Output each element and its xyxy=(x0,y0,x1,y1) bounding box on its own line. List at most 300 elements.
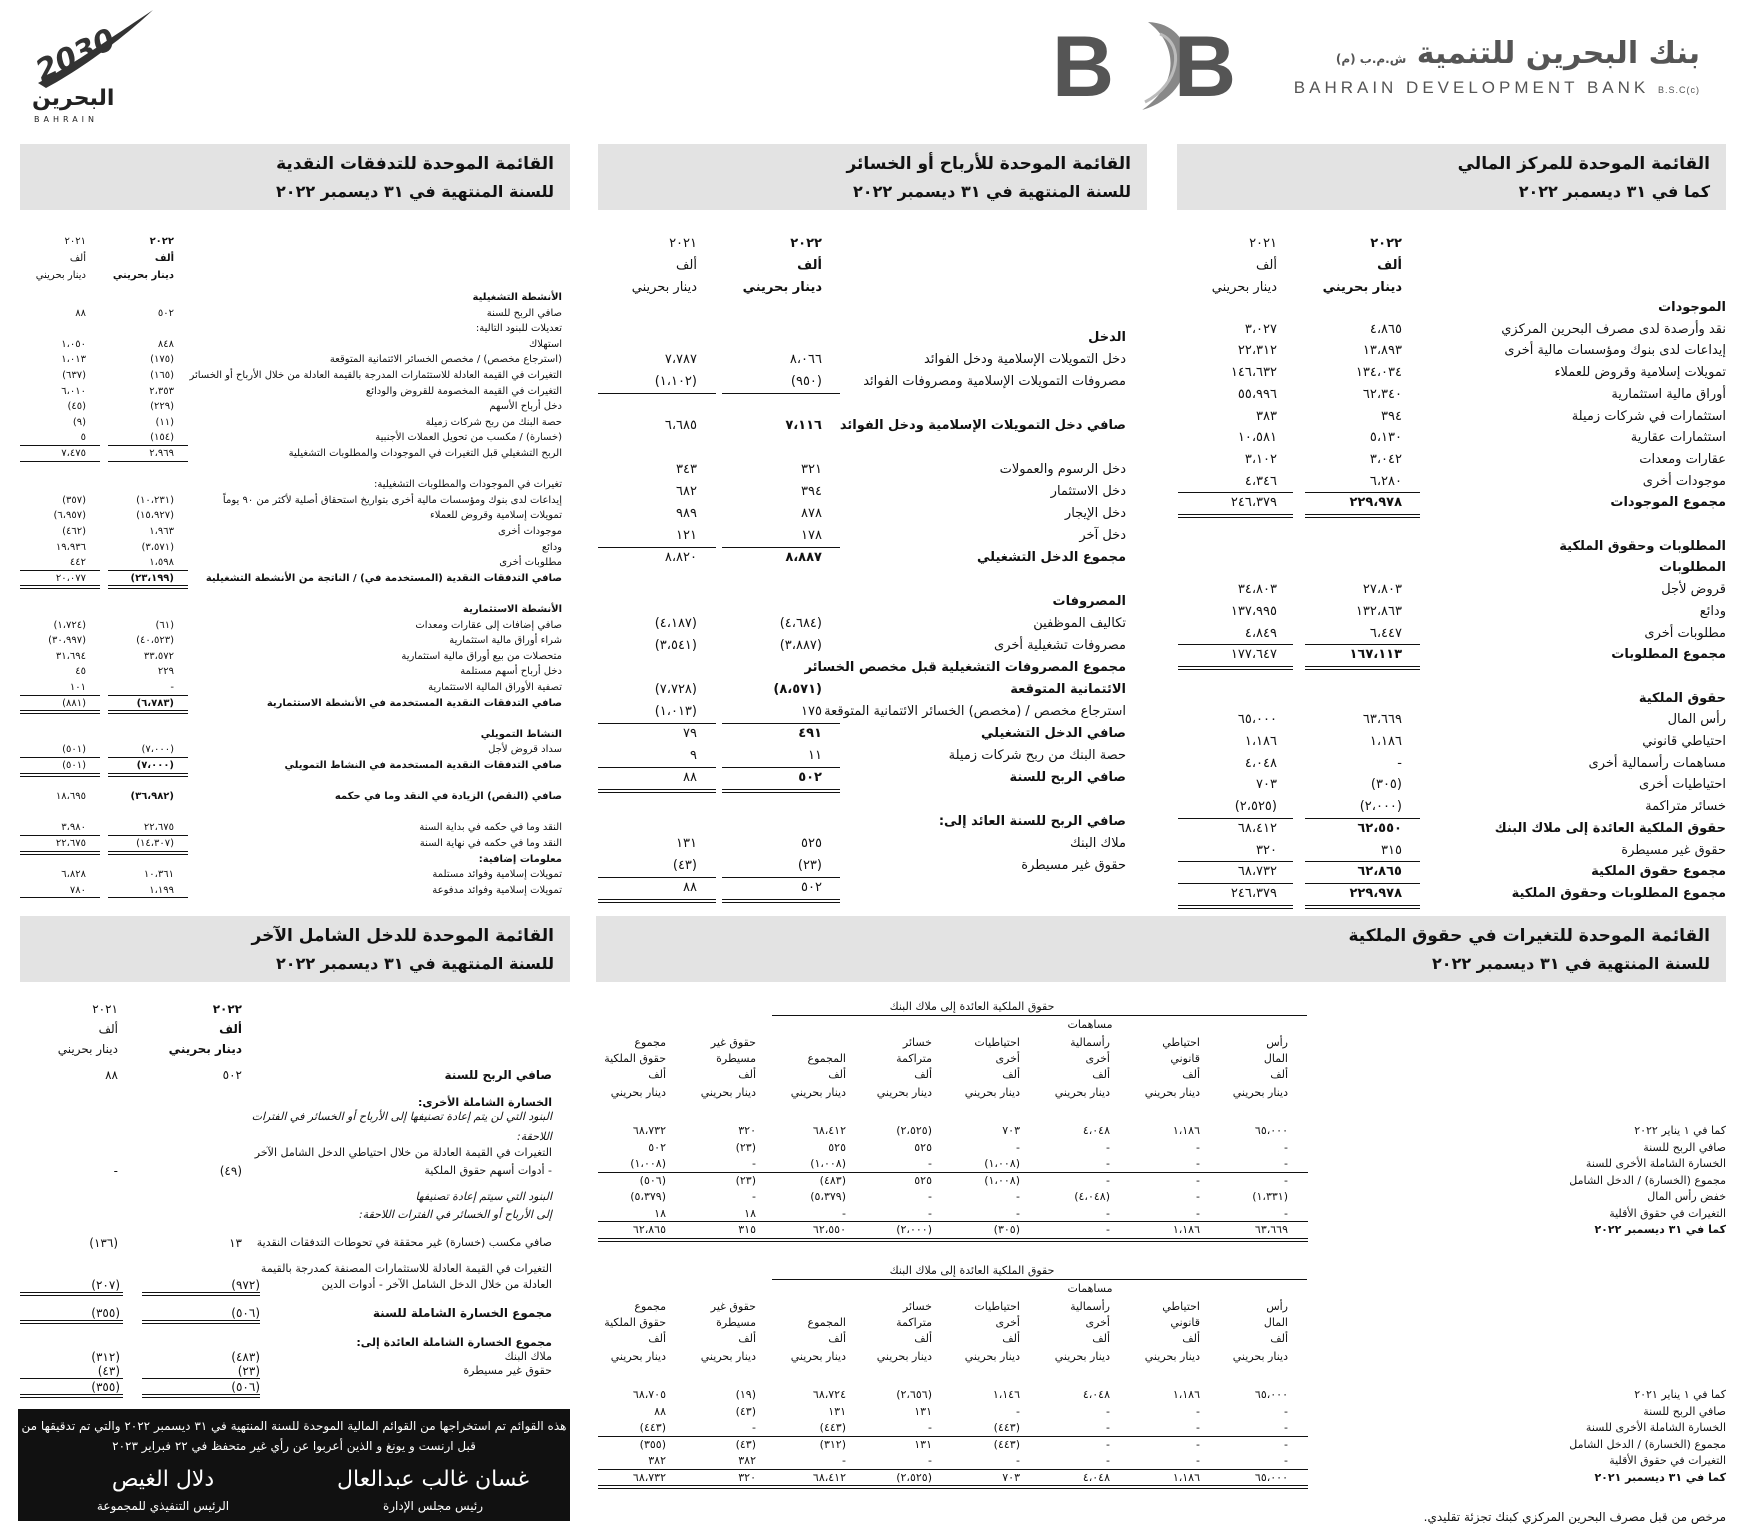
cf-row-label: تمويلات إسلامية وفوائد مستلمة xyxy=(432,869,562,881)
ce-cell: ١٨ xyxy=(654,1206,666,1220)
cf-rule xyxy=(108,897,188,898)
cf-row-value-2: (١،٧٢٤) xyxy=(53,619,86,631)
cf-row-value-1: (١٦٥) xyxy=(150,370,174,381)
ce-cell: (٤،٠٤٨) xyxy=(1074,1190,1110,1203)
svg-text:B: B xyxy=(1052,19,1115,114)
ce-group-label: حقوق الملكية العائدة إلى ملاك البنك xyxy=(889,1264,1055,1277)
pl-row-value-1: ٣٩٤ xyxy=(801,484,822,499)
ce-cell: (٢،٥٢٥) xyxy=(896,1124,932,1137)
pl-row-value-2: ٣٤٣ xyxy=(676,462,697,477)
fp-rule xyxy=(1305,492,1420,493)
cf-row-value-2: (٨٨١) xyxy=(62,697,86,709)
cf-row-value-2: ١،٠١٣ xyxy=(61,354,86,366)
ce-cell: - xyxy=(928,1421,932,1434)
ce-col-currency: دينار بحريني xyxy=(964,1350,1020,1363)
ce-col-currency: دينار بحريني xyxy=(790,1350,846,1363)
oci-fv-equity-label: التغيرات في القيمة العادلة من خلال احتياطي الدخل الشامل الآخر xyxy=(254,1146,552,1159)
ce-cell: ٦٥،٠٠٠ xyxy=(1254,1470,1288,1484)
ce-cell: - xyxy=(1196,1173,1200,1187)
pl-rule xyxy=(722,767,840,768)
fp-rule xyxy=(1178,883,1293,884)
ce-cell: - xyxy=(1016,1140,1020,1154)
oci-currency-1: دينار بحريني xyxy=(168,1042,242,1056)
cf-rule xyxy=(108,773,188,777)
cf-row-value-2: ١٩،٩٣٦ xyxy=(55,541,86,553)
fp-row-label: الموجودات xyxy=(1658,300,1726,315)
fp-row-label: نقد وأرصدة لدى مصرف البحرين المركزي xyxy=(1501,321,1726,337)
ce-row-label: كما في ٣١ ديسمبر ٢٠٢١ xyxy=(1594,1470,1726,1484)
ce-col-currency: دينار بحريني xyxy=(964,1086,1020,1099)
ce-col-h2: مسيطرة xyxy=(716,1316,756,1329)
cf-rule xyxy=(108,445,188,446)
ce-cell: (٢،٦٥٦) xyxy=(896,1388,932,1401)
fp-row-value-2: ١٠،٥٨١ xyxy=(1237,430,1277,446)
ce-col-h2: حقوق الملكية xyxy=(604,1052,666,1065)
cf-row-value-2: ٧٨٠ xyxy=(69,884,86,896)
cf-row-label: صافي التدفقات النقدية المستخدمة في الأنشطة الاستثمارية xyxy=(266,697,562,709)
cf-rule xyxy=(20,897,100,898)
fp-row-label: أوراق مالية استثمارية xyxy=(1611,386,1726,402)
ce-cell: - xyxy=(928,1190,932,1203)
fp-row-label: مجموع المطلوبات وحقوق الملكية xyxy=(1511,885,1726,901)
oci-hedge-label: صافي مكسب (خسارة) غير محققة في تحوطات التدفقات النقدية xyxy=(256,1236,552,1249)
oci-rule xyxy=(142,1378,260,1379)
ce-cell: - xyxy=(842,1454,846,1467)
cf-row-label: تمويلات إسلامية وقروض للعملاء xyxy=(430,510,562,522)
ce-cell: ٦٣،٦٦٩ xyxy=(1254,1223,1288,1236)
ce-cell: ١٨ xyxy=(744,1206,756,1220)
ce-cell: (٢،٥٢٥) xyxy=(896,1470,932,1484)
ce-col-unit: ألف xyxy=(1270,1068,1288,1081)
ce-cell: (٢٣) xyxy=(735,1140,756,1154)
fp-rule xyxy=(1305,666,1420,670)
ce-col-h2: متراكمة xyxy=(896,1052,932,1065)
fp-unit-2: ألف xyxy=(1255,258,1277,273)
ce-cell: (٣٠٥) xyxy=(993,1223,1020,1236)
fp-row-value-1: - xyxy=(1397,755,1402,771)
cf-unit-1: ألف xyxy=(154,253,174,264)
ce-col-h2: المال xyxy=(1263,1316,1288,1329)
cf-row-value-2: ٦،٨٢٨ xyxy=(61,869,86,881)
fp-row-label: حقوق الملكية xyxy=(1638,690,1726,706)
cf-row-value-2: ٨٨ xyxy=(75,307,86,319)
ce-cell: - xyxy=(1106,1223,1110,1236)
pl-row-value-2: ٦،٦٨٥ xyxy=(664,418,697,433)
vision-bahrain-en: BAHRAIN xyxy=(34,115,99,124)
ce-row-label: كما في ١ يناير ٢٠٢١ xyxy=(1634,1388,1726,1401)
fp-rule xyxy=(1305,644,1420,645)
pl-row-label: مجموع المصروفات التشغيلية قبل مخصص الخسائر xyxy=(804,660,1126,675)
cf-year-1: ٢٠٢٢ xyxy=(149,236,174,247)
cf-currency-1: دينار بحريني xyxy=(112,270,174,281)
cf-row-label: متحصلات من بيع أوراق مالية استثمارية xyxy=(401,650,562,662)
ce-col-h2: أخرى xyxy=(1085,1052,1110,1065)
pl-rule xyxy=(722,547,840,548)
ce-col-h2: أخرى xyxy=(995,1052,1020,1065)
cf-currency-2: دينار بحريني xyxy=(35,270,86,281)
cf-unit-2: ألف xyxy=(69,253,86,264)
cf-rule xyxy=(20,710,100,714)
oci-header xyxy=(20,916,570,982)
ce-cell: - xyxy=(1196,1404,1200,1418)
fp-rule xyxy=(1178,514,1293,518)
fp-row-value-2: ٢٤٦،٣٧٩ xyxy=(1230,495,1277,511)
fp-row-value-2: ١٧٧،٦٤٧ xyxy=(1230,647,1277,663)
cf-row-value-2: (٣٥٧) xyxy=(62,494,86,506)
pl-rule xyxy=(722,789,840,793)
fp-row-value-1: (٢،٠٠٠) xyxy=(1359,799,1402,815)
pl-row-label: دخل الإيجار xyxy=(1064,506,1126,521)
ce-col-unit: ألف xyxy=(1092,1068,1110,1081)
fp-row-value-2: ٦٥،٠٠٠ xyxy=(1237,712,1277,728)
ce-col-h1: رأس xyxy=(1266,1036,1288,1049)
ce-rule xyxy=(598,1221,1308,1222)
fp-row-value-2: ١،١٨٦ xyxy=(1244,734,1277,749)
cf-row-value-2: ٣،٩٨٠ xyxy=(61,822,86,834)
oci-rule xyxy=(20,1292,123,1296)
signatory-ceo-name: دلال الغيص xyxy=(111,1467,215,1492)
fp-rule xyxy=(1178,492,1293,493)
fp-year-2: ٢٠٢١ xyxy=(1249,236,1277,251)
fp-currency-1: دينار بحريني xyxy=(1322,280,1402,295)
ce-cell: - xyxy=(1284,1206,1288,1220)
cf-row-value-1: (٣٦،٩٨٢) xyxy=(130,791,174,803)
ce-row-label: كما في ١ يناير ٢٠٢٢ xyxy=(1634,1124,1726,1137)
fp-row-value-1: ٦،٢٨٠ xyxy=(1369,473,1402,489)
cf-rule xyxy=(20,570,100,571)
fp-row-value-1: ٢٢٩،٩٧٨ xyxy=(1349,885,1402,901)
pl-row-value-2: ١٣١ xyxy=(676,836,697,851)
ce-cell: - xyxy=(1196,1437,1200,1451)
ce-cell: - xyxy=(1016,1454,1020,1467)
fp-row-label: مجموع الموجودات xyxy=(1610,495,1726,511)
oci-debt-v2: (٢٠٧) xyxy=(91,1278,120,1292)
cf-row-label: تعديلات للبنود التالية: xyxy=(475,323,562,335)
oci-rule xyxy=(20,1394,123,1398)
approval-line-1: هذه القوائم تم استخراجها من القوائم المالية الموحدة للسنة المنتهية في ٣١ ديسمبر ٢٠٢٢ والتي تم تدقيقها من xyxy=(21,1419,567,1433)
fp-row-value-2: ٢٤٦،٣٧٩ xyxy=(1230,885,1277,901)
cf-row-value-1: ١،٥٩٨ xyxy=(149,557,174,569)
pl-row-value-1: ٥٢٥ xyxy=(801,836,822,851)
ce-cell: ٦٨،٧٣٢ xyxy=(632,1124,666,1137)
oci-debt-label: التغيرات في القيمة العادلة للاستثمارات المصنفة كمدرجة بالقيمة xyxy=(260,1262,552,1275)
pl-row-value-2: ٩ xyxy=(690,748,697,763)
cf-row-label: النشاط التمويلي xyxy=(480,728,562,740)
fp-row-value-2: ٤،٠٤٨ xyxy=(1244,755,1277,771)
ce-cell: - xyxy=(842,1206,846,1220)
oci-final-v2: (٣٥٥) xyxy=(91,1380,120,1394)
cf-row-label: (استرجاع مخصص) / مخصص الخسائر الائتمانية المتوقعة xyxy=(329,354,562,366)
oci-total-v2: (٣٥٥) xyxy=(91,1306,120,1320)
fp-row-value-1: ٦٢،٥٥٠ xyxy=(1357,820,1402,836)
ce-rule xyxy=(772,1015,1307,1016)
ce-col-unit: ألف xyxy=(648,1068,666,1081)
ce-cell: - xyxy=(752,1421,756,1434)
fp-rule xyxy=(1178,905,1293,909)
pl-rule xyxy=(722,877,840,878)
ce-cell: - xyxy=(1106,1437,1110,1451)
oci-net-profit-v1: ٥٠٢ xyxy=(222,1068,242,1082)
ce-cell: ٥٠٢ xyxy=(648,1140,666,1154)
cf-rule xyxy=(108,851,188,855)
cf-rule xyxy=(20,461,100,462)
oci-final-v1: (٥٠٦) xyxy=(231,1380,260,1394)
ce-col-h1: مجموع xyxy=(634,1300,666,1313)
ce-col-unit: ألف xyxy=(738,1068,756,1081)
ce-col-h2: مسيطرة xyxy=(716,1052,756,1065)
ce-col-unit: ألف xyxy=(1182,1332,1200,1345)
ce-cell: - xyxy=(1196,1190,1200,1203)
fp-row-value-2: ٢٢،٣١٢ xyxy=(1237,343,1277,359)
cf-row-value-2: (٥٠١) xyxy=(62,744,86,756)
cf-row-value-2: ١،٠٥٠ xyxy=(61,338,86,350)
cf-row-label: تمويلات إسلامية وفوائد مدفوعة xyxy=(432,884,562,896)
fp-row-value-1: ١٣٢،٨٦٣ xyxy=(1355,603,1402,619)
oci-owners-v2: (٣١٢) xyxy=(91,1350,120,1364)
ce-col-h1: احتياطيات xyxy=(974,1300,1020,1313)
ce-cell: (٤٤٣) xyxy=(993,1421,1020,1434)
oci-year-1: ٢٠٢٢ xyxy=(212,1002,242,1016)
pl-row-value-1: ٨،٨٨٧ xyxy=(785,550,822,565)
bahrain-2030-logo xyxy=(28,8,158,128)
cf-rule xyxy=(108,695,188,696)
cf-row-value-1: ٢،٣٥٣ xyxy=(149,385,174,397)
signatory-chairman-title: رئيس مجلس الإدارة xyxy=(382,1499,484,1513)
oci-debt-v1: (٩٧٢) xyxy=(231,1278,260,1292)
ce-cell: (١،٠٠٨) xyxy=(984,1157,1020,1170)
fp-row-value-2: ٤،٣٤٦ xyxy=(1244,473,1277,489)
ce-col-currency: دينار بحريني xyxy=(876,1086,932,1099)
cf-rule xyxy=(108,835,188,836)
cf-rule xyxy=(20,695,100,696)
fp-row-label: رأس المال xyxy=(1667,712,1726,728)
pl-row-label: دخل التمويلات الإسلامية ودخل الفوائد xyxy=(924,352,1126,367)
oci-not-reclass-label: البنود التي لن يتم إعادة تصنيفها إلى الأرباح أو الخسائر في الفترات xyxy=(251,1110,552,1123)
ce-row-label: الخسارة الشاملة الأخرى للسنة xyxy=(1585,1157,1726,1170)
cf-row-value-2: ١٠١ xyxy=(69,682,86,693)
cf-row-value-1: ١٠،٣٦١ xyxy=(143,869,174,881)
ce-cell: ٥٢٥ xyxy=(914,1140,932,1154)
fp-currency-2: دينار بحريني xyxy=(1211,280,1277,295)
fp-unit-1: ألف xyxy=(1377,258,1402,273)
cf-row-value-2: (٦،٩٥٧) xyxy=(53,510,86,522)
cf-row-value-1: - xyxy=(170,682,174,693)
pl-row-value-2: ١٢١ xyxy=(676,528,697,543)
pl-row-value-1: ٨٧٨ xyxy=(801,506,822,521)
cf-row-value-2: (٤٦٢) xyxy=(62,526,86,537)
ce-col-h1: مجموع xyxy=(634,1036,666,1049)
fp-row-value-2: ٣،١٠٢ xyxy=(1244,451,1277,467)
ce-cell: - xyxy=(928,1454,932,1467)
oci-total-v1: (٥٠٦) xyxy=(231,1306,260,1320)
ce-cell: - xyxy=(1284,1421,1288,1434)
fp-row-value-1: ٢٧،٨٠٣ xyxy=(1362,582,1402,598)
ce-cell: ٣٢٠ xyxy=(738,1470,756,1484)
pl-row-value-1: ٨،٠٦٦ xyxy=(789,352,822,367)
pl-currency-2: دينار بحريني xyxy=(631,280,697,295)
ce-cell: (١،٠٠٨) xyxy=(810,1157,846,1170)
pl-row-label: صافي الدخل التشغيلي xyxy=(981,726,1126,741)
pl-row-label: مصروفات التمويلات الإسلامية ومصروفات الفوائد xyxy=(863,374,1126,389)
ce-cell: - xyxy=(1284,1454,1288,1467)
fp-rule xyxy=(1305,818,1420,819)
pl-row-label: المصروفات xyxy=(1052,594,1126,609)
ce-cell: ٦٢،٨٦٥ xyxy=(632,1223,666,1236)
pl-row-value-2: (٧،٧٢٨) xyxy=(654,682,697,697)
ce-rule xyxy=(598,1172,1308,1173)
ce-header xyxy=(596,916,1726,982)
oci-attrib-label: مجموع الخسارة الشاملة العائدة إلى: xyxy=(356,1336,552,1349)
pl-rule xyxy=(598,547,716,548)
ce-rule xyxy=(598,1485,1308,1489)
ce-col-h1: رأس xyxy=(1266,1300,1288,1313)
ce-cell: - xyxy=(1106,1140,1110,1154)
ce-row-label: مجموع (الخسارة) / الدخل الشامل xyxy=(1569,1437,1726,1451)
ce-cell: - xyxy=(1106,1454,1110,1467)
pl-year-1: ٢٠٢٢ xyxy=(790,236,822,251)
oci-title: القائمة الموحدة للدخل الشامل الآخر xyxy=(251,926,554,946)
ce-col-currency: دينار بحريني xyxy=(790,1086,846,1099)
ce-col-h2: متراكمة xyxy=(896,1316,932,1329)
bdb-mark-icon xyxy=(1050,14,1270,114)
oci-equity-v2: - xyxy=(113,1164,118,1178)
ce-row-label: خفض رأس المال xyxy=(1647,1190,1726,1203)
fp-rule xyxy=(1305,514,1420,518)
pl-row-value-2: ٧،٧٨٧ xyxy=(664,352,697,367)
oci-rule xyxy=(142,1320,260,1324)
oci-owners-v1: (٤٨٣) xyxy=(231,1350,260,1364)
pl-rule xyxy=(722,723,840,724)
fp-row-label: حقوق الملكية العائدة إلى ملاك البنك xyxy=(1494,820,1726,836)
ce-col-h2: المجموع xyxy=(807,1052,846,1065)
ce-cell: ٦٥،٠٠٠ xyxy=(1254,1388,1288,1401)
cf-row-value-2: ٢٢،٦٧٥ xyxy=(55,838,86,849)
cf-row-value-2: ١٨،٦٩٥ xyxy=(55,791,86,803)
ce-col-unit: ألف xyxy=(738,1332,756,1345)
fp-row-value-2: ٣٢٠ xyxy=(1256,842,1277,858)
ce-cell: ١،١٤٦ xyxy=(992,1388,1020,1401)
ce-col-unit: ألف xyxy=(1270,1332,1288,1345)
pl-row-label: صافي الربح للسنة xyxy=(1009,770,1126,785)
oci-rule xyxy=(20,1320,123,1324)
oci-unit-1: ألف xyxy=(219,1022,242,1036)
ce-cell: - xyxy=(928,1157,932,1170)
fp-row-value-2: ٤،٨٤٩ xyxy=(1244,625,1277,641)
ce-cell: ٨٨ xyxy=(654,1404,666,1418)
cf-row-value-1: (٤٠،٥٢٣) xyxy=(136,635,174,647)
ce-col-currency: دينار بحريني xyxy=(610,1086,666,1099)
pl-row-label: الائتمانية المتوقعة xyxy=(1010,682,1126,697)
fp-row-label: المطلوبات xyxy=(1659,560,1726,576)
ce-col-unit: ألف xyxy=(1092,1332,1110,1345)
ce-cell: - xyxy=(1284,1173,1288,1187)
fp-rule xyxy=(1178,644,1293,645)
oci-total-label: مجموع الخسارة الشاملة للسنة xyxy=(372,1306,552,1320)
ce-cell: ٤،٠٤٨ xyxy=(1082,1470,1110,1484)
ce-cell: ٦٨،٧٢٤ xyxy=(812,1388,846,1401)
pl-row-value-1: (٨،٥٧١) xyxy=(773,682,822,697)
ce-col-unit: ألف xyxy=(914,1068,932,1081)
pl-row-value-2: ٨٨ xyxy=(683,770,697,785)
fp-row-label: موجودات أخرى xyxy=(1642,473,1726,489)
fp-row-value-1: ٣،٠٤٢ xyxy=(1369,451,1402,467)
ce-cell: ٧٠٣ xyxy=(1002,1470,1020,1484)
oci-unit-2: ألف xyxy=(98,1022,118,1036)
fp-subtitle: كما في ٣١ ديسمبر ٢٠٢٢ xyxy=(1518,182,1710,201)
cf-row-value-2: (٣٠،٩٩٧) xyxy=(48,635,86,647)
pl-row-value-2: (٣،٥٤١) xyxy=(654,638,697,653)
cf-row-value-2: ٢٠،٠٧٧ xyxy=(55,572,86,584)
cf-row-value-1: (١٧٥) xyxy=(150,354,174,366)
cf-row-value-1: ٨٤٨ xyxy=(157,338,174,350)
ce-cell: ٥٢٥ xyxy=(914,1173,932,1187)
ce-cell: - xyxy=(1284,1140,1288,1154)
fp-header xyxy=(1177,144,1726,210)
ce-row-label: الخسارة الشاملة الأخرى للسنة xyxy=(1585,1421,1726,1434)
ce-cell: ٦٨،٧٠٥ xyxy=(632,1388,666,1401)
pl-row-value-1: ٤٩١ xyxy=(798,726,822,741)
ce-cell: (٤٣) xyxy=(735,1404,756,1418)
ce-cell: ١،١٨٦ xyxy=(1172,1470,1200,1484)
fp-row-label: ودائع xyxy=(1699,603,1726,619)
ce-col-h1: حقوق غير xyxy=(710,1036,756,1049)
ce-col-h1: احتياطيات xyxy=(974,1036,1020,1049)
ce-cell: (١٩) xyxy=(735,1388,756,1401)
fp-row-value-2: ٥٥،٩٩٦ xyxy=(1237,386,1277,402)
ce-title: القائمة الموحدة للتغيرات في حقوق الملكية xyxy=(1348,926,1710,946)
cf-row-value-1: (١٤،٣٠٧) xyxy=(136,838,174,849)
cf-row-label: تصفية الأوراق المالية الاستثمارية xyxy=(428,682,562,693)
ce-cell: - xyxy=(1106,1206,1110,1220)
ce-col-currency: دينار بحريني xyxy=(1054,1350,1110,1363)
pl-unit-1: ألف xyxy=(797,258,822,273)
ce-col-h1: خسائر xyxy=(902,1300,932,1313)
pl-row-value-1: (٤،٦٨٤) xyxy=(779,616,822,631)
fp-row-value-1: (٣٠٥) xyxy=(1370,777,1402,793)
pl-row-label: دخل الرسوم والعمولات xyxy=(999,462,1126,477)
cf-rule xyxy=(108,757,188,758)
oci-rule xyxy=(142,1292,260,1296)
pl-unit-2: ألف xyxy=(675,258,697,273)
cf-row-label: النقد وما في حكمه في نهاية السنة xyxy=(419,838,562,849)
fp-row-label: تمويلات إسلامية وقروض للعملاء xyxy=(1554,365,1726,381)
ce-col-h2: قانوني xyxy=(1170,1052,1200,1065)
cf-rule xyxy=(20,445,100,446)
cf-row-label: ودائع xyxy=(541,541,562,553)
pl-row-label: صافي الربح للسنة العائد إلى: xyxy=(938,814,1126,829)
oci-hedge-v1: ١٣ xyxy=(229,1236,242,1250)
cf-row-label: صافي الربح للسنة xyxy=(486,307,562,319)
approval-line-2: قبل ارنست و يونغ و الذين أعربوا عن رأي غير متحفظ في ٢٢ فبراير ٢٠٢٣ xyxy=(112,1439,476,1453)
cf-rule xyxy=(20,835,100,836)
fp-row-value-1: ٦٢،٣٤٠ xyxy=(1362,386,1402,402)
ce-cell: (٤٤٣) xyxy=(639,1421,666,1434)
cf-row-value-2: ٥ xyxy=(80,432,86,444)
ce-rule xyxy=(598,1238,1308,1242)
fp-row-label: إيداعات لدى بنوك ومؤسسات مالية أخرى xyxy=(1504,343,1726,359)
ce-cell: ٤،٠٤٨ xyxy=(1082,1124,1110,1137)
cf-rule xyxy=(20,585,100,589)
fp-title: القائمة الموحدة للمركز المالي xyxy=(1457,154,1710,174)
pl-row-value-2: (١،١٠٢) xyxy=(654,374,697,389)
pl-row-value-2: ٨،٨٢٠ xyxy=(664,550,697,565)
ce-cell: (١،٠٠٨) xyxy=(984,1173,1020,1187)
ce-cell: ٣٢٠ xyxy=(738,1124,756,1137)
ce-col-currency: دينار بحريني xyxy=(1144,1086,1200,1099)
pl-title: القائمة الموحدة للأرباح أو الخسائر xyxy=(846,154,1131,174)
fp-row-label: مجموع المطلوبات xyxy=(1611,647,1726,663)
fp-row-value-1: ١،١٨٦ xyxy=(1369,734,1402,749)
